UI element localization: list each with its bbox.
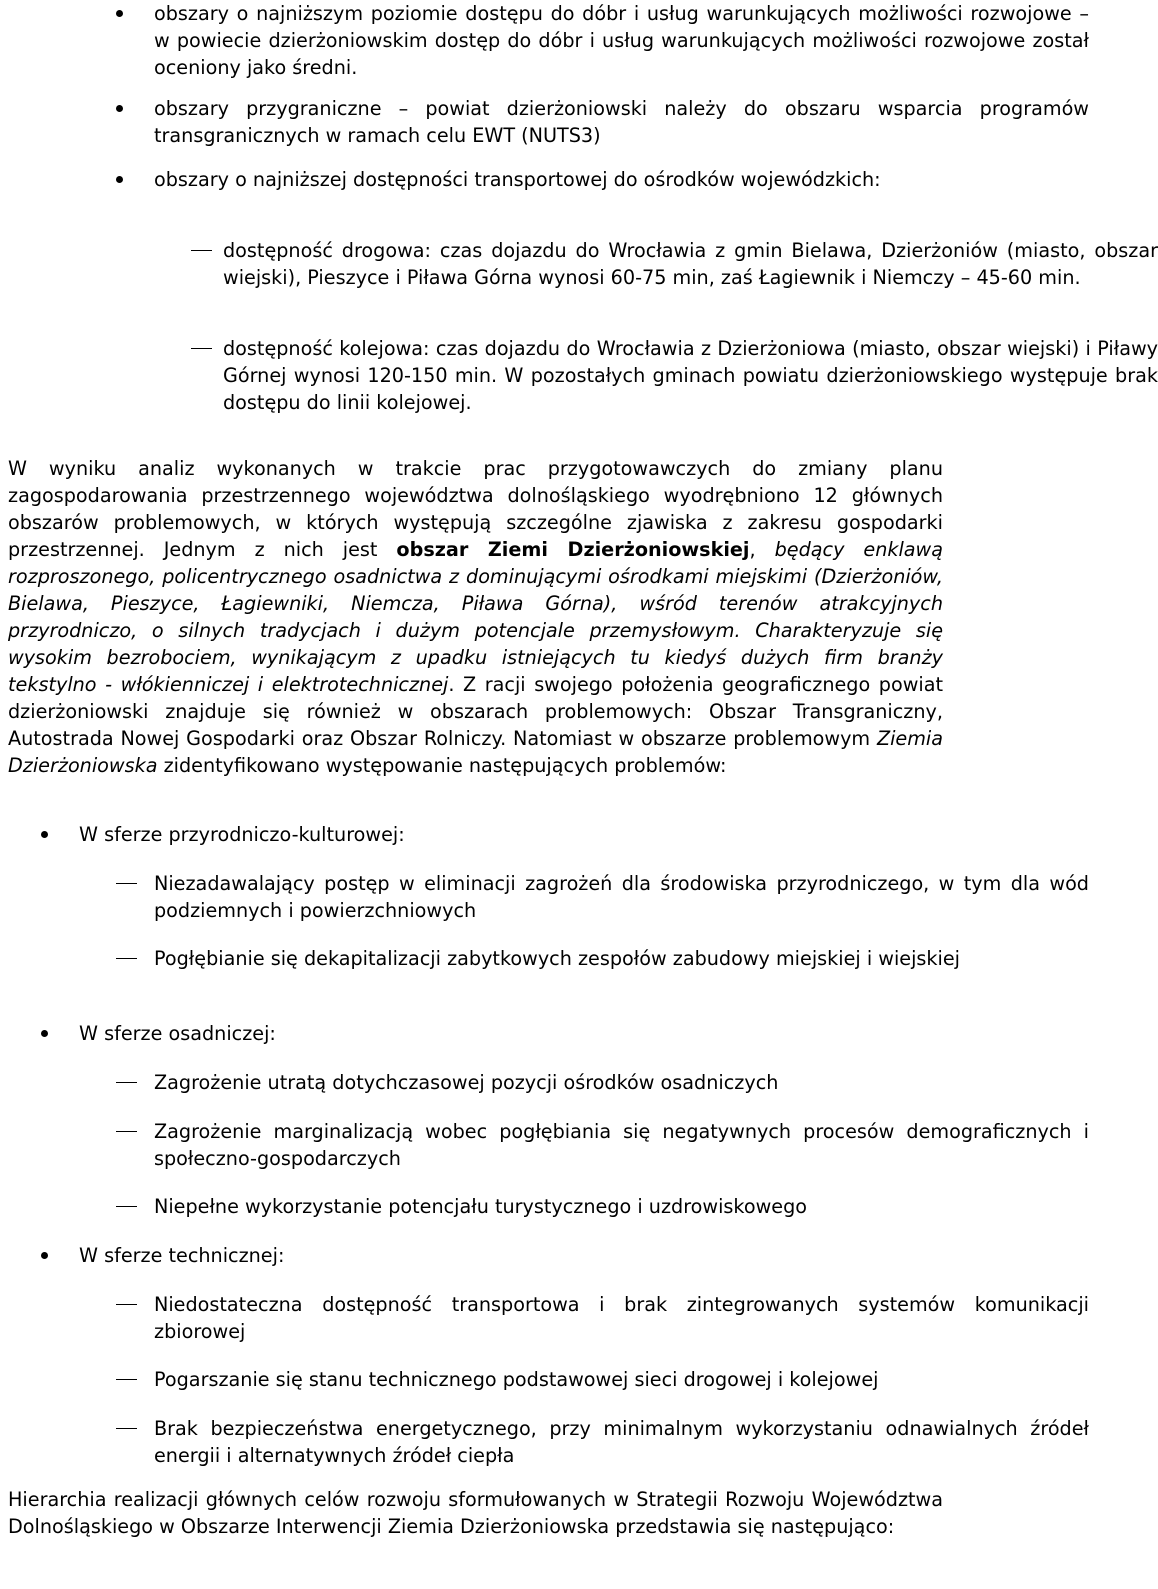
list-item-text: dostępność kolejowa: czas dojazdu do Wrocławia z Dzierżoniowa (miasto, obszar wiejski) i Piławy Górnej wynosi 120-150 min. W pozostałych gminach powiatu dzierżoniowskiego występuje brak dostępu do linii kolejowej.: [223, 337, 1158, 414]
list-item-text: Pogłębianie się dekapitalizacji zabytkowych zespołów zabudowy miejskiej i wiejskiej: [154, 947, 960, 970]
analysis-paragraph: [8, 455, 943, 779]
analysis-italic-text: Ziemia Dzierżoniowska: [8, 727, 943, 777]
dash-icon: [116, 883, 137, 884]
list-item: [8, 237, 1158, 291]
analysis-text: ,: [749, 538, 775, 561]
list-item-text: obszary o najniższym poziomie dostępu do dóbr i usług warunkujących możliwości rozwojowe – w powiecie dzierżoniowskim dostęp do dóbr i usług warunkujących możliwości rozwojowe został oceniony jako średni.: [154, 2, 1089, 79]
list-item-text: Zagrożenie utratą dotychczasowej pozycji ośrodków osadniczych: [154, 1071, 779, 1094]
list-item-text: Niepełne wykorzystanie potencjału turystycznego i uzdrowiskowego: [154, 1195, 808, 1218]
dash-icon: [116, 1082, 137, 1083]
sphere-label: W sferze osadniczej:: [79, 1022, 276, 1045]
list-item: [8, 1415, 1089, 1469]
bullet-icon: [41, 831, 48, 838]
dash-icon: [116, 1206, 137, 1207]
bullet-icon: [41, 1030, 48, 1037]
bullet-icon: [41, 1252, 48, 1259]
list-item: [8, 1069, 1089, 1096]
list-item-text: dostępność drogowa: czas dojazdu do Wrocławia z gmin Bielawa, Dzierżoniów (miasto, obszar wiejski), Pieszyce i Piława Górna wynosi 60-75 min, zaś Łagiewnik i Niemczy – 45-60 min.: [223, 239, 1158, 289]
analysis-text: W wyniku analiz wykonanych w trakcie prac przygotowawczych do zmiany planu zagospodarowania przestrzennego województwa dolnośląskiego wyodrębniono 12 głównych obszarów problemowych, w których występują szczególne zjawiska z zakresu gospodarki przestrzennej. Jednym z nich jest: [8, 457, 943, 561]
list-item-text: Pogarszanie się stanu technicznego podstawowej sieci drogowej i kolejowej: [154, 1368, 879, 1391]
analysis-bold-text: obszar Ziemi Dzierżoniowskiej: [396, 538, 750, 561]
list-item: [8, 870, 1089, 924]
dash-icon: [116, 1304, 137, 1305]
list-item-text: Niedostateczna dostępność transportowa i brak zintegrowanych systemów komunikacji zbiorowej: [154, 1293, 1089, 1343]
list-item-text: Brak bezpieczeństwa energetycznego, przy minimalnym wykorzystaniu odnawialnych źródeł energii i alternatywnych źródeł ciepła: [154, 1417, 1089, 1467]
list-item: [8, 1291, 1089, 1345]
sphere-label: W sferze technicznej:: [79, 1244, 285, 1267]
dash-icon: [116, 1379, 137, 1380]
closing-paragraph: Hierarchia realizacji głównych celów rozwoju sformułowanych w Strategii Rozwoju Województwa Dolnośląskiego w Obszarze Interwencji Ziemia Dzierżoniowska przedstawia się następująco:: [8, 1488, 943, 1538]
dash-icon: [191, 348, 212, 349]
bullet-icon: [116, 105, 123, 112]
sphere-heading: [8, 1242, 1014, 1269]
dash-icon: [191, 250, 212, 251]
list-item-text: obszary przygraniczne – powiat dzierżoniowski należy do obszaru wsparcia programów transgranicznych w ramach celu EWT (NUTS3): [154, 97, 1089, 147]
list-item: [8, 0, 1089, 81]
analysis-text: zidentyfikowano występowanie następujących problemów:: [157, 754, 727, 777]
list-item: [8, 335, 1158, 416]
dash-icon: [116, 1428, 137, 1429]
analysis-text: . Z racji swojego położenia geograficznego powiat dzierżoniowski znajduje się również w obszarach problemowych: Obszar Transgraniczny, Autostrada Nowej Gospodarki oraz Obszar Rolniczy. Natomiast w obszarze problemowym: [8, 673, 943, 750]
dash-icon: [116, 958, 137, 959]
list-item-text: Niezadawalający postęp w eliminacji zagrożeń dla środowiska przyrodniczego, w tym dla wód podziemnych i powierzchniowych: [154, 872, 1089, 922]
list-item: [8, 95, 1089, 149]
list-item: [8, 1366, 1089, 1393]
sphere-label: W sferze przyrodniczo-kulturowej:: [79, 823, 405, 846]
sphere-heading: [8, 1020, 1014, 1047]
list-item: [8, 1118, 1089, 1172]
bullet-icon: [116, 176, 123, 183]
sphere-heading: [8, 821, 1014, 848]
list-item-text: obszary o najniższej dostępności transportowej do ośrodków wojewódzkich:: [154, 168, 881, 191]
bullet-icon: [116, 10, 123, 17]
list-item: [8, 166, 1089, 193]
list-item-text: Zagrożenie marginalizacją wobec pogłębiania się negatywnych procesów demograficznych i społeczno-gospodarczych: [154, 1120, 1089, 1170]
list-item: [8, 945, 1089, 972]
analysis-italic-text: będący enklawą rozproszonego, policentrycznego osadnictwa z dominującymi ośrodkami miejskimi (Dzierżoniów, Bielawa, Pieszyce, Łagiewniki, Niemcza, Piława Górna), wśród terenów atrakcyjnych przyrodniczo, o silnych tradycjach i dużym potencjale przemysłowym. Charakteryzuje się wysokim bezrobociem, wynikającym z upadku istniejących tu kiedyś dużych firm branży tekstylno - włókienniczej i elektrotechnicznej: [8, 538, 944, 696]
dash-icon: [116, 1131, 137, 1132]
list-item: [8, 1193, 1089, 1220]
